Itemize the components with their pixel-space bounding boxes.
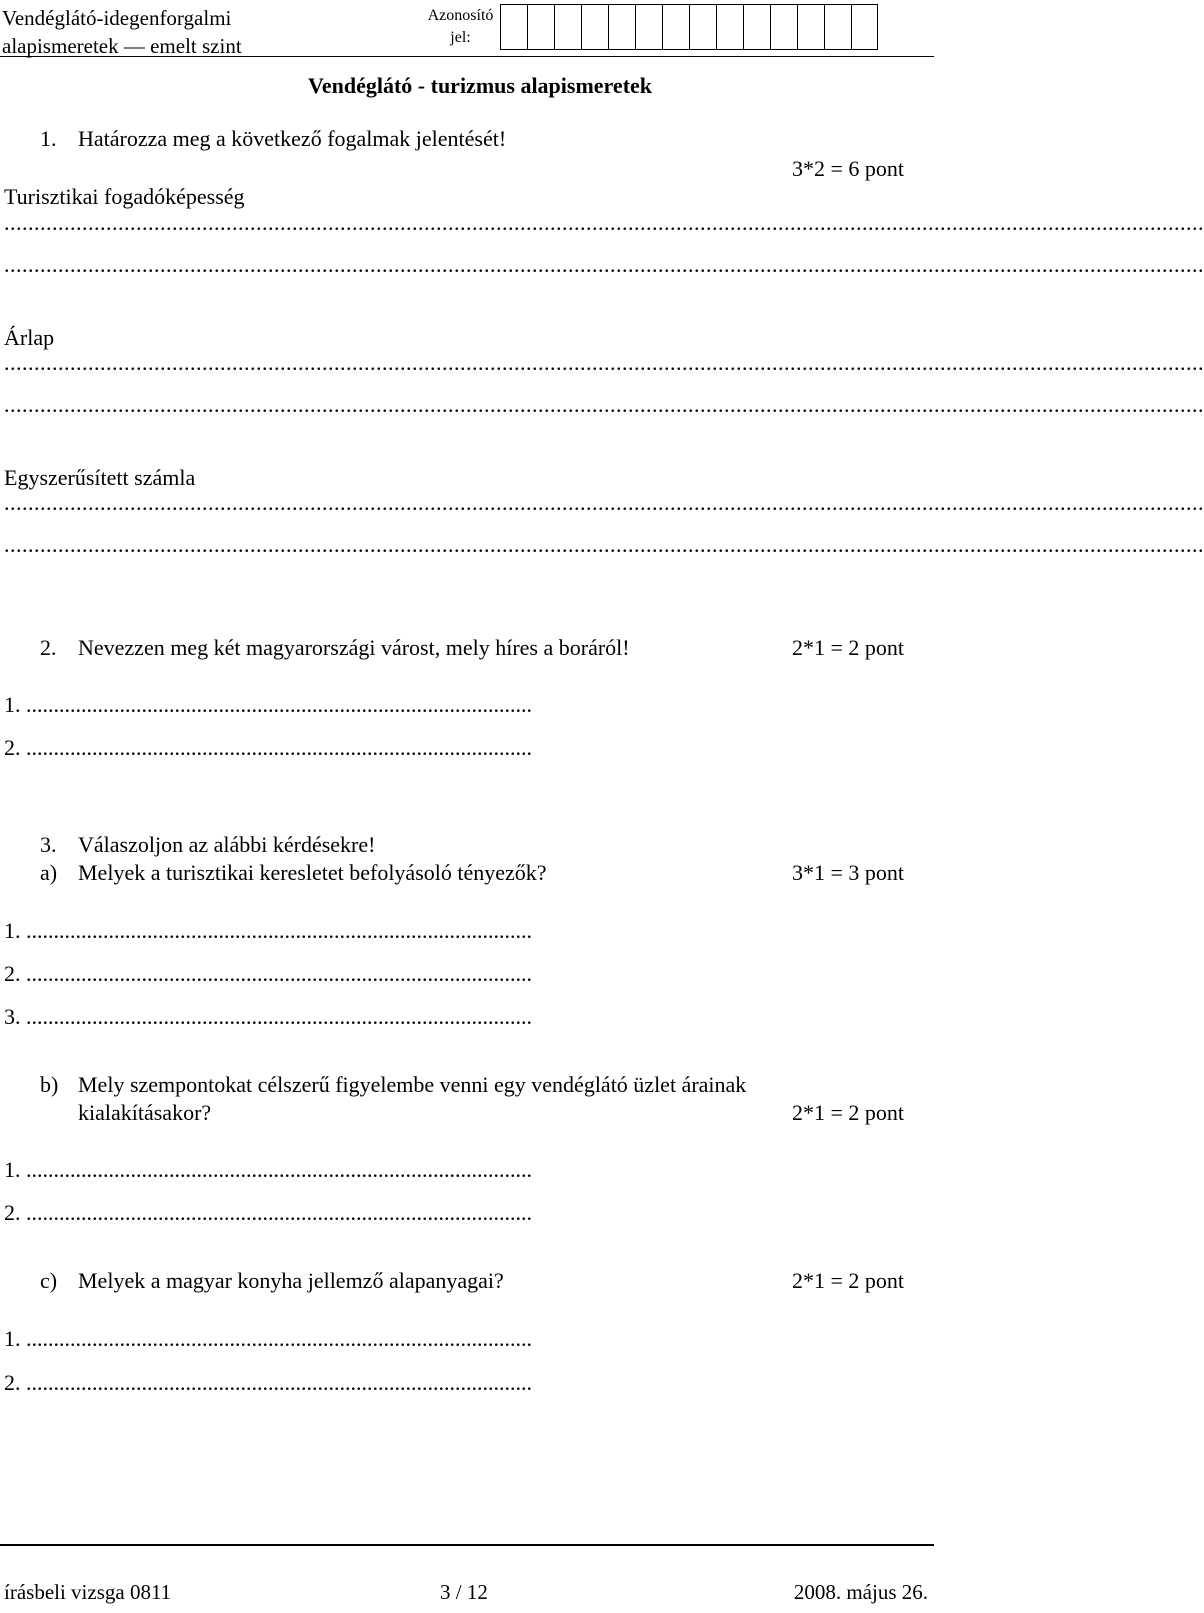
answer-line-numbered[interactable]: 2. ............................................................................................ xyxy=(4,735,532,760)
footer-page-number: 3 / 12 xyxy=(440,1580,488,1604)
question-3b: b) Mely szempontokat célszerű figyelembe venni egy vendéglátó üzlet árainak xyxy=(40,1072,747,1097)
answer-line-numbered[interactable]: 2. ............................................................................................ xyxy=(4,1200,532,1225)
q1-term-2: Árlap xyxy=(4,325,55,350)
id-box[interactable] xyxy=(851,4,878,50)
q3b-points: 2*1 = 2 pont xyxy=(791,1100,904,1125)
answer-line-numbered[interactable]: 1. ............................................................................................ xyxy=(4,918,532,943)
answer-line[interactable]: ........................................................................................................................................................................................................ xyxy=(4,350,1204,375)
q2-points: 2*1 = 2 pont xyxy=(791,635,904,660)
answer-line[interactable]: ........................................................................................................................................................................................................ xyxy=(4,210,1204,235)
header-subject-line1: Vendéglátó-idegenforgalmi xyxy=(2,6,232,30)
q1-term-3: Egyszerűsített számla xyxy=(4,465,196,490)
q3c-points: 2*1 = 2 pont xyxy=(791,1268,904,1293)
question-3c: c) Melyek a magyar konyha jellemző alapanyagai? xyxy=(40,1268,504,1293)
answer-line-numbered[interactable]: 1. ............................................................................................ xyxy=(4,1157,532,1182)
q1-term-1: Turisztikai fogadóképesség xyxy=(4,184,245,209)
id-boxes xyxy=(500,4,878,50)
answer-line[interactable]: ........................................................................................................................................................................................................ xyxy=(4,392,1204,417)
question-3: 3. Válaszoljon az alábbi kérdésekre! xyxy=(40,832,376,857)
answer-line-numbered[interactable]: 2. ............................................................................................ xyxy=(4,1370,532,1395)
id-box[interactable] xyxy=(500,4,527,50)
id-box[interactable] xyxy=(770,4,797,50)
id-box[interactable] xyxy=(581,4,608,50)
id-box[interactable] xyxy=(635,4,662,50)
id-box[interactable] xyxy=(743,4,770,50)
header-subject-line2: alapismeretek — emelt szint xyxy=(2,34,242,58)
header-subject xyxy=(2,4,242,60)
id-label: Azonosító jel: xyxy=(427,7,494,46)
question-2: 2. Nevezzen meg két magyarországi várost, mely híres a boráról! xyxy=(40,635,630,660)
answer-line[interactable]: ........................................................................................................................................................................................................ xyxy=(4,490,1204,515)
question-1: 1. Határozza meg a következő fogalmak jelentését! xyxy=(40,126,507,151)
question-3a: a) Melyek a turisztikai keresletet befolyásoló tényezők? xyxy=(40,860,547,885)
id-box[interactable] xyxy=(527,4,554,50)
answer-line-numbered[interactable]: 1. ............................................................................................ xyxy=(4,1326,532,1351)
q3a-points: 3*1 = 3 pont xyxy=(791,860,904,885)
id-box[interactable] xyxy=(716,4,743,50)
footer-date: 2008. május 26. xyxy=(793,1580,928,1604)
answer-line-numbered[interactable]: 2. ............................................................................................ xyxy=(4,961,532,986)
answer-line-numbered[interactable]: 3. ............................................................................................ xyxy=(4,1004,532,1029)
id-box[interactable] xyxy=(689,4,716,50)
question-3b-cont: kialakításakor? xyxy=(78,1100,212,1125)
answer-line-numbered[interactable]: 1. ............................................................................................ xyxy=(4,692,532,717)
id-box[interactable] xyxy=(608,4,635,50)
header-rule xyxy=(0,56,934,57)
section-title: Vendéglátó - turizmus alapismeretek xyxy=(307,73,653,98)
answer-line[interactable]: ........................................................................................................................................................................................................ xyxy=(4,532,1204,557)
id-box[interactable] xyxy=(554,4,581,50)
id-box[interactable] xyxy=(662,4,689,50)
footer-exam-code: írásbeli vizsga 0811 xyxy=(4,1580,172,1604)
q1-points: 3*2 = 6 pont xyxy=(791,156,904,181)
id-box[interactable] xyxy=(797,4,824,50)
id-box[interactable] xyxy=(824,4,851,50)
answer-line[interactable]: ........................................................................................................................................................................................................ xyxy=(4,252,1204,277)
footer-rule xyxy=(0,1544,934,1546)
